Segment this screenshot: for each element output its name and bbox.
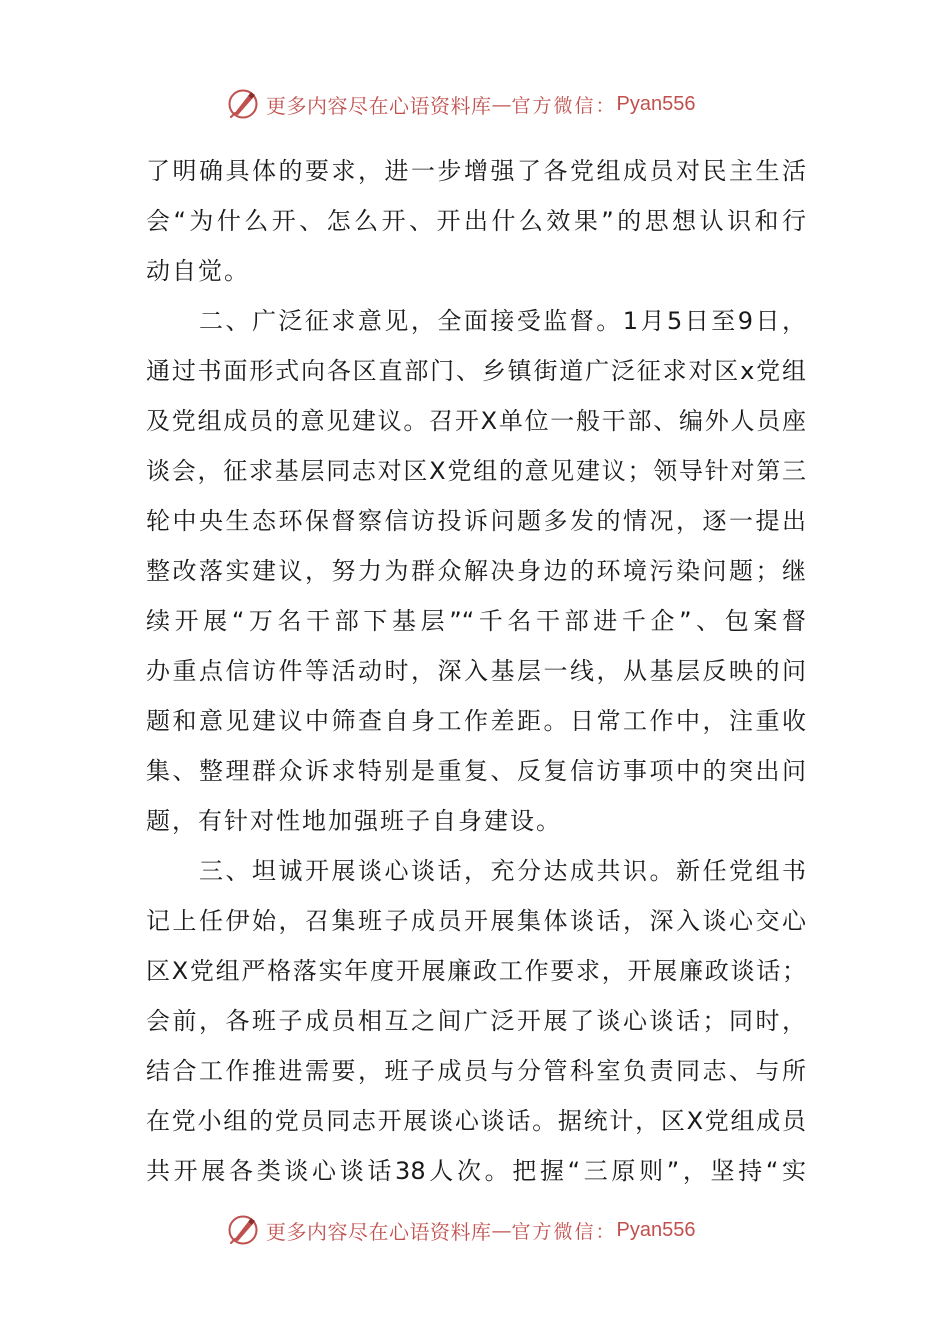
body-line: 记上任伊始，召集班子成员开展集体谈话，深入谈心交心 [146,907,806,935]
banner-contact-label: 官方微信： [511,94,617,117]
body-line: 及党组成员的意见建议。召开X单位一般干部、编外人员座 [146,407,806,435]
body-line: 通过书面形式向各区直部门、乡镇街道广泛征求对区x党组 [146,357,806,385]
body-line: 在党小组的党员同志开展谈心谈话。据统计，区X党组成员 [146,1107,806,1135]
body-line: 共开展各类谈心谈话38人次。把握“三原则”，坚持“实 [146,1157,806,1185]
banner-wechat-handle: Pyan556 [616,92,696,115]
body-line: 结合工作推进需要，班子成员与分管科室负责同志、与所 [146,1057,806,1085]
body-line: 会前，各班子成员相互之间广泛开展了谈心谈话；同时， [146,1007,806,1035]
body-line: 题，有针对性地加强班子自身建设。 [146,807,562,835]
body-line: 动自觉。 [146,257,250,285]
banner-separator: — [491,1218,512,1242]
body-line: 谈会，征求基层同志对区X党组的意见建议；领导针对第三 [146,457,806,485]
banner-contact-label: 官方微信： [511,1220,617,1243]
body-line: 会“为什么开、怎么开、开出什么效果”的思想认识和行 [146,207,806,235]
quill-pen-icon [226,1213,260,1247]
banner-brand-text: 更多内容尽在心语资料库 [266,93,492,118]
body-line: 二、广泛征求意见，全面接受监督。1月5日至9日， [146,307,806,335]
body-line: 了明确具体的要求，进一步增强了各党组成员对民主生活 [146,157,806,185]
body-line: 办重点信访件等活动时，深入基层一线，从基层反映的问 [146,657,806,685]
banner-wechat-handle: Pyan556 [616,1218,696,1241]
header-watermark-banner [226,84,746,124]
body-line: 区X党组严格落实年度开展廉政工作要求，开展廉政谈话； [146,957,806,985]
body-line: 轮中央生态环保督察信访投诉问题多发的情况，逐一提出 [146,507,806,535]
banner-separator: — [491,92,512,116]
document-body [146,146,806,1196]
quill-pen-icon [226,87,260,121]
body-line: 三、坦诚开展谈心谈话，充分达成共识。新任党组书 [146,857,806,885]
body-line: 续开展“万名干部下基层”“千名干部进千企”、包案督 [146,607,806,635]
body-line: 整改落实建议，努力为群众解决身边的环境污染问题；继 [146,557,806,585]
footer-watermark-banner [226,1210,746,1250]
body-line: 集、整理群众诉求特别是重复、反复信访事项中的突出问 [146,757,806,785]
banner-brand-text: 更多内容尽在心语资料库 [266,1219,492,1244]
body-line: 题和意见建议中筛查自身工作差距。日常工作中，注重收 [146,707,806,735]
